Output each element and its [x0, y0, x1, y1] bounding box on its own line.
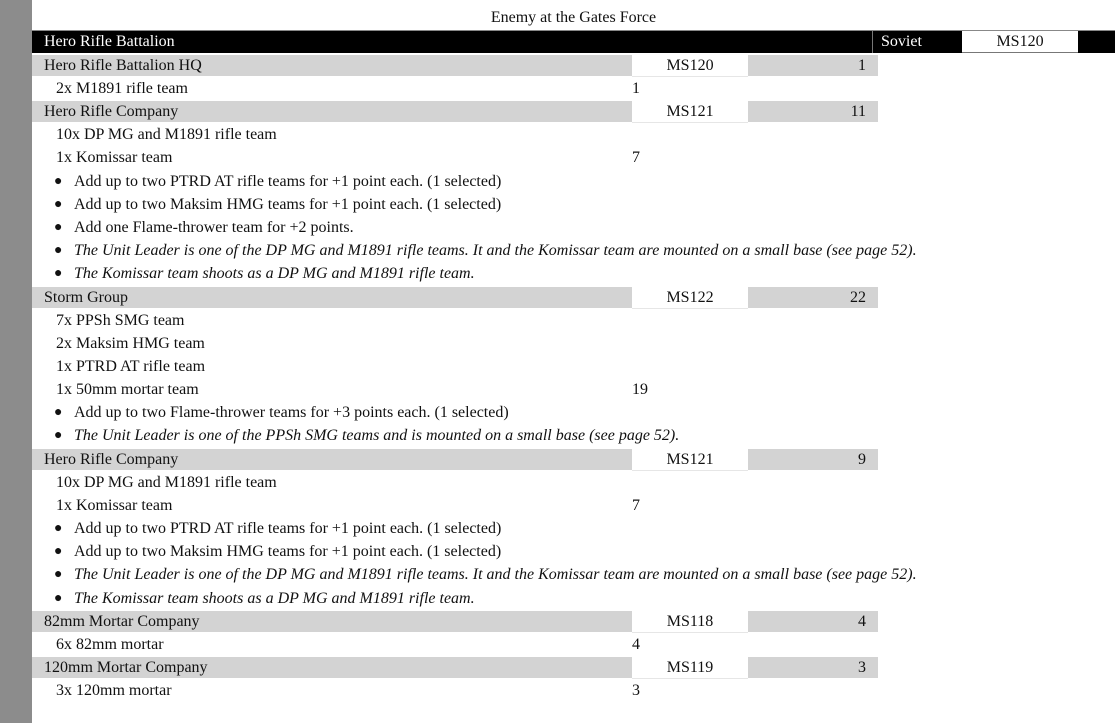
- unit-option: [32, 216, 1115, 239]
- unit-line: [32, 378, 1115, 401]
- unit-line: [32, 332, 1115, 355]
- unit-points: 11: [850, 103, 866, 121]
- unit-option-text: Add up to two PTRD AT rifle teams for +1 point each. (1 selected): [74, 520, 502, 537]
- unit-header-row: [32, 448, 1115, 471]
- unit-code: MS121: [632, 448, 748, 471]
- unit-option: [32, 170, 1115, 193]
- unit-points: 1: [858, 57, 866, 74]
- formation-header: [32, 30, 1115, 53]
- bullet-icon: ●: [54, 521, 63, 536]
- unit-line: [32, 633, 1115, 656]
- unit-code: MS120: [632, 54, 748, 77]
- unit-line: [32, 679, 1115, 702]
- unit-name: Storm Group: [44, 288, 128, 306]
- bullet-icon: ●: [54, 544, 63, 560]
- unit-note-text: The Komissar team shoots as a DP MG and M1891 rifle team.: [74, 589, 475, 607]
- unit-note: [32, 239, 1115, 262]
- unit-line-text: 10x DP MG and M1891 rifle team: [56, 126, 277, 144]
- unit-note-text: The Unit Leader is one of the DP MG and M1891 rifle teams. It and the Komissar team are mounted on a small base (see page 52).: [74, 242, 917, 260]
- unit-option-text: Add up to two Maksim HMG teams for +1 point each. (1 selected): [74, 543, 502, 561]
- unit-name: Hero Rifle Company: [44, 103, 179, 121]
- unit-list: [32, 54, 1115, 702]
- unit-line-points: 7: [632, 149, 640, 167]
- bullet-icon: ●: [54, 219, 63, 235]
- unit-option-text: Add up to two Flame-thrower teams for +3 points each. (1 selected): [74, 404, 509, 422]
- unit-line-text: 2x M1891 rifle team: [56, 80, 188, 97]
- unit-code: MS121: [632, 100, 748, 123]
- unit-note: [32, 563, 1115, 586]
- left-margin-strip: [0, 0, 32, 723]
- force-title: Enemy at the Gates Force: [490, 9, 657, 26]
- unit-option: [32, 517, 1115, 540]
- bullet-icon: ●: [54, 405, 63, 421]
- unit-line-points: 1: [632, 80, 640, 97]
- unit-points: 4: [858, 612, 866, 630]
- unit-code: MS118: [632, 610, 748, 633]
- unit-line-text: 1x 50mm mortar team: [56, 381, 199, 399]
- unit-note: [32, 587, 1115, 610]
- unit-line-points: 4: [632, 635, 640, 653]
- unit-header-row: [32, 286, 1115, 309]
- unit-line: [32, 123, 1115, 146]
- unit-note-text: The Komissar team shoots as a DP MG and M1891 rifle team.: [74, 265, 475, 283]
- unit-points: 3: [858, 658, 866, 676]
- unit-option: [32, 401, 1115, 424]
- unit-line-text: 6x 82mm mortar: [56, 635, 164, 653]
- unit-option-text: Add one Flame-thrower team for +2 points.: [74, 218, 354, 236]
- unit-line-text: 1x Komissar team: [56, 149, 173, 167]
- unit-points: 22: [850, 288, 866, 306]
- unit-line: [32, 309, 1115, 332]
- bullet-icon: ●: [54, 173, 63, 189]
- formation-code: MS120: [962, 31, 1078, 53]
- unit-option-text: Add up to two Maksim HMG teams for +1 point each. (1 selected): [74, 195, 502, 213]
- unit-header-row: [32, 54, 1115, 77]
- unit-option: [32, 540, 1115, 563]
- unit-note-text: The Unit Leader is one of the PPSh SMG teams and is mounted on a small base (see page 52).: [74, 427, 680, 445]
- formation-name: Hero Rifle Battalion: [44, 33, 175, 50]
- unit-note: [32, 262, 1115, 285]
- bullet-icon: ●: [54, 428, 63, 444]
- unit-name: 82mm Mortar Company: [44, 612, 200, 630]
- formation-nation: Soviet: [881, 33, 922, 50]
- unit-header-row: [32, 610, 1115, 633]
- bullet-icon: ●: [54, 567, 63, 583]
- unit-line-points: 3: [632, 681, 640, 699]
- bullet-icon: ●: [54, 266, 63, 282]
- unit-line-text: 2x Maksim HMG team: [56, 334, 205, 352]
- unit-code: MS122: [632, 286, 748, 309]
- unit-line: [32, 146, 1115, 169]
- unit-line: [32, 494, 1115, 517]
- unit-header-row: [32, 100, 1115, 123]
- bullet-icon: ●: [54, 243, 63, 259]
- unit-name: 120mm Mortar Company: [44, 658, 208, 676]
- unit-line-points: 19: [632, 381, 648, 399]
- unit-line-text: 10x DP MG and M1891 rifle team: [56, 473, 277, 491]
- unit-line-text: 7x PPSh SMG team: [56, 311, 185, 329]
- unit-name: Hero Rifle Battalion HQ: [44, 57, 202, 74]
- unit-name: Hero Rifle Company: [44, 450, 179, 468]
- unit-line-text: 1x PTRD AT rifle team: [56, 357, 206, 375]
- unit-code: MS119: [632, 656, 748, 679]
- unit-option-text: Add up to two PTRD AT rifle teams for +1 point each. (1 selected): [74, 172, 502, 190]
- unit-note-text: The Unit Leader is one of the DP MG and M1891 rifle teams. It and the Komissar team are mounted on a small base (see page 52).: [74, 566, 917, 584]
- bullet-icon: ●: [54, 590, 63, 606]
- unit-header-row: [32, 656, 1115, 679]
- unit-line: [32, 355, 1115, 378]
- unit-line-text: 1x Komissar team: [56, 496, 173, 514]
- unit-points: 9: [858, 450, 866, 468]
- unit-line-points: 7: [632, 496, 640, 514]
- header-divider: [872, 31, 873, 53]
- unit-note: [32, 424, 1115, 447]
- bullet-icon: ●: [54, 196, 63, 212]
- unit-line: [32, 471, 1115, 494]
- unit-line: [32, 77, 1115, 100]
- unit-line-text: 3x 120mm mortar: [56, 681, 172, 699]
- unit-option: [32, 193, 1115, 216]
